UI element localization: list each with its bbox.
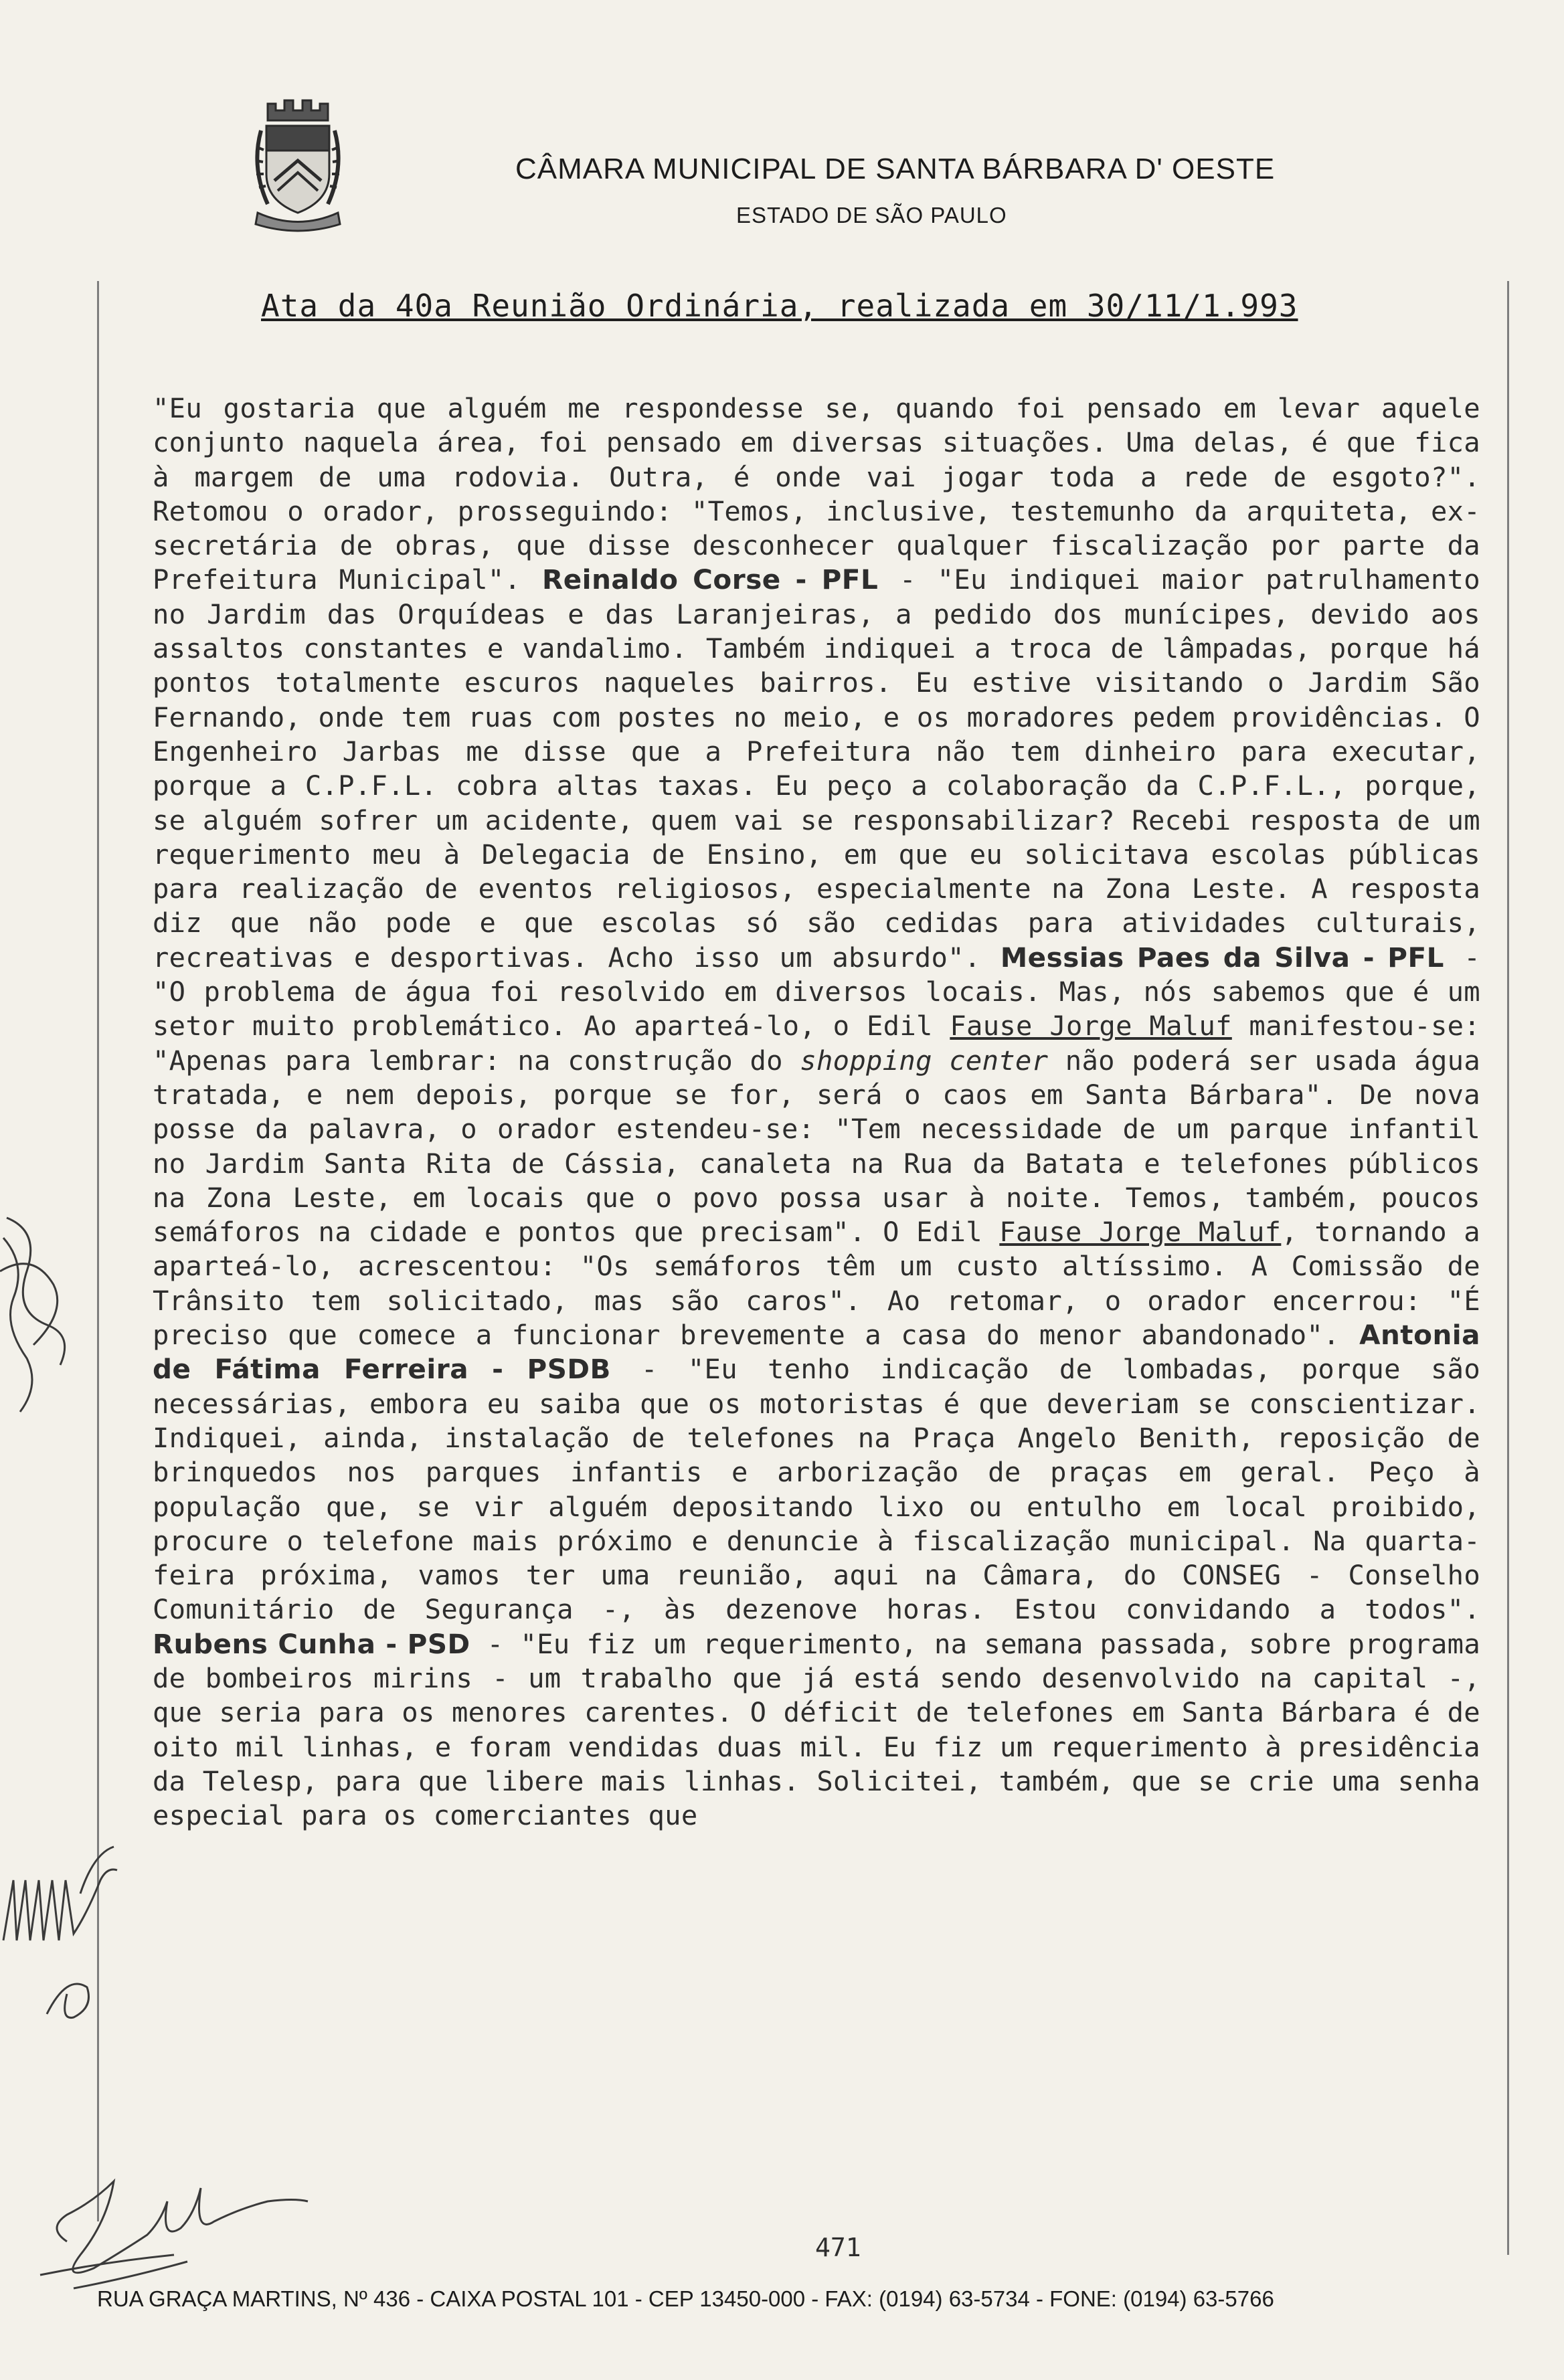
minutes-body	[153, 391, 1480, 1833]
body-text-run: não poderá ser usada água tratada, e nem depois, porque se for, será o caos em Santa Bárbara". De nova posse da palavra, o orador estendeu-se: "Tem necessidade de um parque infantil no Jardim Santa Rita de Cássia, canaleta na Rua da Batata e telefones públicos na Zona Leste, em locais que o povo possa usar à noite. Temos, também, poucos semáforos na cidade e pontos que precisam". O Edil	[153, 1044, 1480, 1249]
underlined-name: Fause Jorge Maluf	[950, 1010, 1232, 1042]
signature-2-icon	[0, 1840, 187, 2027]
body-text-run: - "O problema de água foi resolvido em diversos locais. Mas, nós sabemos que é um setor muito problemático. Ao aparteá-lo, o Edil	[153, 941, 1481, 1042]
body-text-run: manifestou-se: "Apenas para lembrar: na construção do	[153, 1010, 1480, 1077]
speaker-name: Antonia de Fátima Ferreira - PSDB	[153, 1319, 1480, 1386]
speaker-name: Messias Paes da Silva - PFL	[1000, 941, 1444, 974]
coat-of-arms-icon	[248, 94, 348, 234]
right-margin-rule	[1507, 281, 1509, 2255]
page-number: 471	[815, 2233, 861, 2262]
body-text-run: - "Eu fiz um requerimento, na semana passada, sobre programa de bombeiros mirins - um trabalho que já está sendo desenvolvido na capital -, que seria para os menores carentes. O déficit de telefones em Santa Bárbara é de oito mil linhas, e foram vendidas duas mil. Eu fiz um requerimento à presidência da Telesp, para que libere mais linhas. Solicitei, também, que se crie uma senha especial para os comerciantes que	[153, 1627, 1480, 1832]
signature-1-icon	[0, 1191, 100, 1432]
signature-3-icon	[27, 2161, 315, 2295]
body-text-run: - "Eu tenho indicação de lombadas, porque são necessárias, embora eu saiba que os motoristas é que deveriam se conscientizar. Indiquei, ainda, instalação de telefones na Praça Angelo Benith, reposição de brinquedos nos parques infantis e arborização de praças em geral. Peço à população que, se vir alguém depositando lixo ou entulho em local proibido, procure o telefone mais próximo e denuncie à fiscalização municipal. Na quarta-feira próxima, vamos ter uma reunião, aqui na Câmara, do CONSEG - Conselho Comunitário de Segurança -, às dezenove horas. Estou convidando a todos".	[153, 1353, 1480, 1626]
italic-term: shopping center	[800, 1044, 1049, 1077]
speaker-name: Reinaldo Corse - PFL	[542, 563, 879, 596]
page-title: Ata da 40a Reunião Ordinária, realizada em 30/11/1.993	[261, 288, 1298, 324]
underlined-name: Fause Jorge Maluf	[999, 1216, 1282, 1249]
body-text-run: "Eu gostaria que alguém me respondesse se, quando foi pensado em levar aquele conjunto naquela área, foi pensado em diversas situações. Uma delas, é que fica à margem de uma rodovia. Outra, é onde vai jogar toda a rede de esgoto?". Retomou o orador, prosseguindo: "Temos, inclusive, testemunho da arquiteta, ex-secretária de obras, que disse desconhecer qualquer fiscalização por parte da Prefeitura Municipal".	[153, 392, 1480, 596]
state-name: ESTADO DE SÃO PAULO	[736, 203, 1007, 227]
body-text-run: , tornando a aparteá-lo, acrescentou: "Os semáforos têm um custo altíssimo. A Comissão de Trânsito tem solicitado, mas são caros". Ao retomar, o orador encerrou: "É preciso que comece a funcionar brevemente a casa do menor abandonado".	[153, 1216, 1480, 1352]
body-text-run: - "Eu indiquei maior patrulhamento no Jardim das Orquídeas e das Laranjeiras, a pedido dos munícipes, devido aos assaltos constantes e vandalimo. Também indiquei a troca de lâmpadas, porque há pontos totalmente escuros naqueles bairros. Eu estive visitando o Jardim São Fernando, onde tem ruas com postes no meio, e os moradores pedem providências. O Engenheiro Jarbas me disse que a Prefeitura não tem dinheiro para executar, porque a C.P.F.L. cobra altas taxas. Eu peço a colaboração da C.P.F.L., porque, se alguém sofrer um acidente, quem vai se responsabilizar? Recebi resposta de um requerimento meu à Delegacia de Ensino, em que eu solicitava escolas públicas para realização de eventos religiosos, especialmente na Zona Leste. A resposta diz que não pode e que escolas só são cedidas para atividades culturais, recreativas e desportivas. Acho isso um absurdo".	[153, 563, 1480, 974]
footer-address: RUA GRAÇA MARTINS, Nº 436 - CAIXA POSTAL 101 - CEP 13450-000 - FAX: (0194) 63-5734 - FONE: (0194) 63-5766	[97, 2286, 1274, 2311]
speaker-name: Rubens Cunha - PSD	[153, 1627, 470, 1660]
institution-name: CÂMARA MUNICIPAL DE SANTA BÁRBARA D' OESTE	[515, 153, 1276, 185]
